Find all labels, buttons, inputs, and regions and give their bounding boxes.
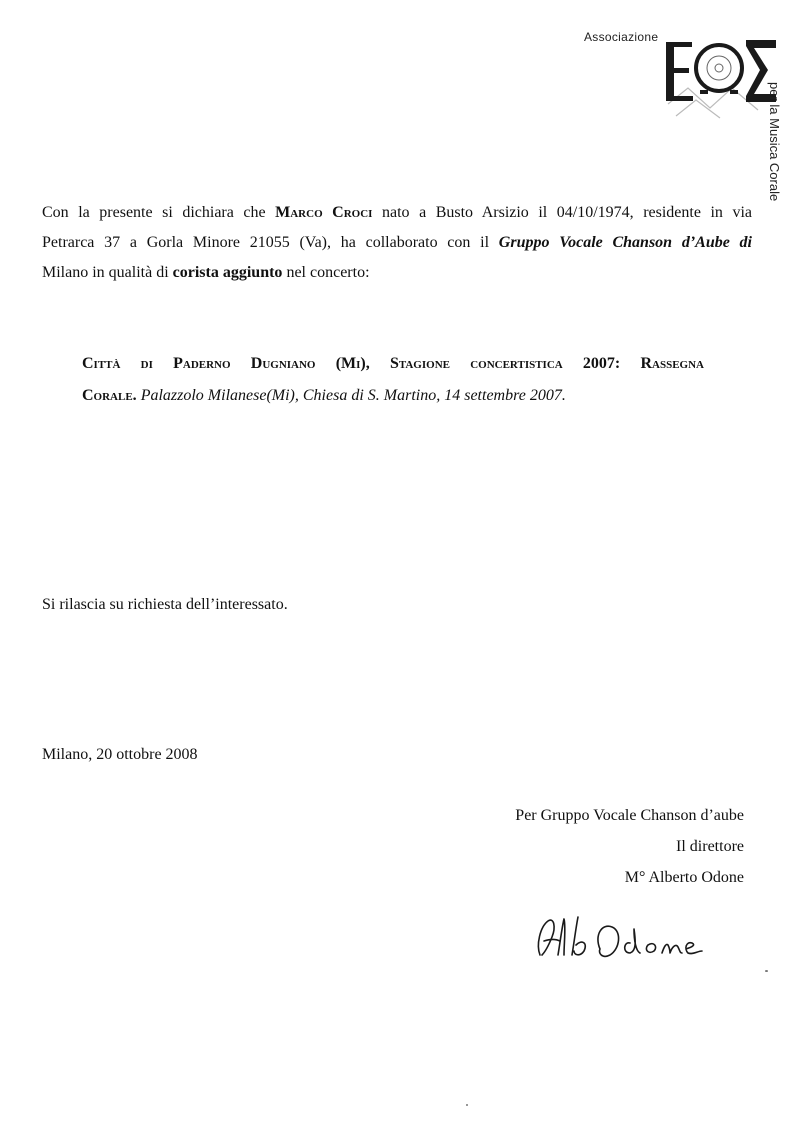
concert-heading-line-2 bbox=[82, 380, 704, 412]
signatory-title: Il direttore bbox=[676, 838, 744, 855]
scan-speck bbox=[765, 970, 768, 972]
association-logo bbox=[580, 20, 790, 220]
logo-mark-icon bbox=[662, 30, 780, 120]
person-name: Marco Croci bbox=[275, 204, 373, 221]
signatory-on-behalf: Per Gruppo Vocale Chanson d’aube bbox=[515, 807, 744, 824]
logo-prefix: Associazione bbox=[584, 30, 659, 44]
role-label: corista aggiunto bbox=[172, 264, 283, 281]
place-date: Milano, 20 ottobre 2008 bbox=[42, 746, 198, 763]
declaration-paragraph bbox=[42, 198, 752, 288]
release-note: Si rilascia su richiesta dell’interessato. bbox=[42, 596, 288, 613]
signatory-block bbox=[515, 800, 744, 893]
concert-heading-end: Corale. bbox=[82, 387, 137, 404]
choir-name: Gruppo Vocale Chanson d’Aube di bbox=[498, 234, 753, 251]
declaration-text: nel concerto: bbox=[282, 264, 370, 281]
logo-tagline-text: per la Musica Corale bbox=[767, 82, 782, 202]
handwritten-signature bbox=[530, 905, 710, 975]
scan-speck bbox=[466, 1104, 468, 1106]
declaration-line-1 bbox=[42, 198, 752, 228]
declaration-line-2 bbox=[42, 228, 752, 258]
declaration-text: nato a Busto Arsizio il 04/10/1974, residente in via bbox=[372, 204, 753, 221]
declaration-text: Con la presente si dichiara che bbox=[42, 204, 276, 221]
declaration-line-3 bbox=[42, 258, 752, 288]
logo-tagline bbox=[764, 82, 786, 222]
declaration-text: Milano in qualità di bbox=[42, 264, 173, 281]
signatory-name: M° Alberto Odone bbox=[624, 869, 744, 886]
concert-heading-line-1: Città di Paderno Dugniano (Mi), Stagione concertistica 2007: Rassegna bbox=[82, 355, 704, 372]
declaration-text: Petrarca 37 a Gorla Minore 21055 (Va), ha collaborato con il bbox=[42, 234, 499, 251]
concert-reference bbox=[82, 348, 704, 412]
concert-details: Palazzolo Milanese(Mi), Chiesa di S. Martino, 14 settembre 2007. bbox=[136, 387, 566, 404]
